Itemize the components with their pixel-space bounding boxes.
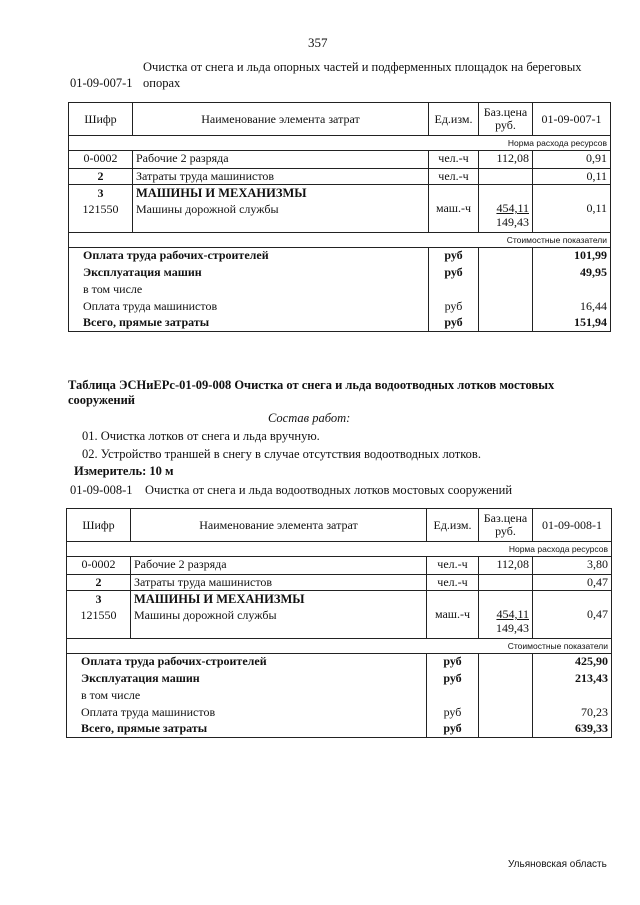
cost-unit: руб — [429, 248, 479, 265]
cost-name: в том числе — [67, 688, 427, 703]
cost-value: 151,94 — [533, 315, 611, 332]
row-unit: чел.-ч — [427, 575, 479, 591]
cost-row — [69, 248, 611, 265]
table-row — [67, 557, 612, 575]
cost-unit: руб — [429, 297, 479, 315]
section1-code: 01-09-007-1 — [70, 76, 133, 90]
cost-unit: руб — [429, 315, 479, 332]
machines-row — [69, 185, 611, 233]
row-unit: чел.-ч — [429, 169, 479, 185]
machines-code: 3 121550 — [69, 185, 133, 233]
row-price — [479, 169, 533, 185]
row-value: 3,80 — [533, 557, 612, 575]
cost-name: Оплата труда рабочих-строителей — [67, 654, 427, 671]
cost-value: 101,99 — [533, 248, 611, 265]
machines-price: 454,11 149,43 — [479, 591, 533, 639]
header-unit: Ед.изм. — [427, 509, 479, 542]
cost-label-row — [67, 639, 612, 654]
table-row — [69, 151, 611, 169]
header-unit: Ед.изм. — [429, 103, 479, 136]
footer-region: Ульяновская область — [508, 859, 607, 870]
cost-value: 425,90 — [533, 654, 612, 671]
cost-value: 70,23 — [533, 703, 612, 721]
cost-row — [67, 721, 612, 738]
header-code: Шифр — [67, 509, 131, 542]
cost-name: Оплата труда машинистов — [67, 703, 427, 721]
page-number: 357 — [308, 35, 328, 50]
header-code-column: 01-09-007-1 — [533, 103, 611, 136]
row-name: Рабочие 2 разряда — [131, 557, 427, 575]
machines-name: МАШИНЫ И МЕХАНИЗМЫ Машины дорожной службы — [133, 185, 429, 233]
cost-label: Стоимостные показатели — [69, 233, 611, 248]
cost-table-1 — [68, 102, 611, 332]
row-value: 0,47 — [533, 575, 612, 591]
row-name: Рабочие 2 разряда — [133, 151, 429, 169]
machines-code: 3 121550 — [67, 591, 131, 639]
measure: Измеритель: 10 м — [74, 464, 174, 478]
table-row — [67, 575, 612, 591]
table-header-row — [69, 103, 611, 136]
norm-label: Норма расхода ресурсов — [69, 136, 611, 151]
cost-name: Всего, прямые затраты — [69, 315, 429, 332]
cost-unit: руб — [427, 654, 479, 671]
header-name: Наименование элемента затрат — [133, 103, 429, 136]
cost-row — [67, 654, 612, 671]
cost-name: Эксплуатация машин — [67, 671, 427, 688]
cost-value: 213,43 — [533, 671, 612, 688]
cost-name: Оплата труда машинистов — [69, 297, 429, 315]
cost-value: 16,44 — [533, 297, 611, 315]
machines-row — [67, 591, 612, 639]
row-price: 112,08 — [479, 151, 533, 169]
cost-name: Всего, прямые затраты — [67, 721, 427, 738]
cost-row — [69, 265, 611, 282]
cost-name: Оплата труда рабочих-строителей — [69, 248, 429, 265]
cost-value: 639,33 — [533, 721, 612, 738]
table-title-line2: сооружений — [68, 393, 135, 407]
machines-name: МАШИНЫ И МЕХАНИЗМЫ Машины дорожной службы — [131, 591, 427, 639]
cost-row — [67, 688, 612, 703]
norm-label-row — [67, 542, 612, 557]
cost-unit: руб — [427, 721, 479, 738]
machines-value: 0,47 — [533, 591, 612, 639]
cost-name: Эксплуатация машин — [69, 265, 429, 282]
row-value: 0,11 — [533, 169, 611, 185]
header-code: Шифр — [69, 103, 133, 136]
cost-label-row — [69, 233, 611, 248]
norm-label-row — [69, 136, 611, 151]
header-price: Баз.цена руб. — [479, 509, 533, 542]
table-header-row — [67, 509, 612, 542]
work-item-1: 01. Очистка лотков от снега и льда вручную. — [82, 429, 320, 443]
header-name: Наименование элемента затрат — [131, 509, 427, 542]
machines-value: 0,11 — [533, 185, 611, 233]
norm-label: Норма расхода ресурсов — [67, 542, 612, 557]
works-heading: Состав работ: — [268, 411, 351, 425]
section2-title: Очистка от снега и льда водоотводных лотков мостовых сооружений — [145, 483, 513, 497]
cost-unit: руб — [429, 265, 479, 282]
row-value: 0,91 — [533, 151, 611, 169]
cost-row — [67, 671, 612, 688]
cost-label: Стоимостные показатели — [67, 639, 612, 654]
row-name: Затраты труда машинистов — [133, 169, 429, 185]
header-code-column: 01-09-008-1 — [533, 509, 612, 542]
cost-unit: руб — [427, 671, 479, 688]
cost-name: в том числе — [69, 282, 429, 297]
cost-row — [69, 282, 611, 297]
row-price: 112,08 — [479, 557, 533, 575]
row-code: 0-0002 — [67, 557, 131, 575]
cost-row — [67, 703, 612, 721]
machines-unit: маш.-ч — [429, 185, 479, 233]
cost-row — [69, 315, 611, 332]
header-price: Баз.цена руб. — [479, 103, 533, 136]
section2-code: 01-09-008-1 — [70, 483, 133, 497]
section1-title-line1: Очистка от снега и льда опорных частей и подферменных площадок на береговых — [143, 60, 582, 74]
table-title-line1: Таблица ЭСНиЕРс-01-09-008 Очистка от снега и льда водоотводных лотков мостовых — [68, 378, 555, 392]
row-code: 2 — [69, 169, 133, 185]
row-unit: чел.-ч — [429, 151, 479, 169]
row-code: 0-0002 — [69, 151, 133, 169]
row-code: 2 — [67, 575, 131, 591]
cost-row — [69, 297, 611, 315]
cost-unit: руб — [427, 703, 479, 721]
machines-price: 454,11 149,43 — [479, 185, 533, 233]
machines-unit: маш.-ч — [427, 591, 479, 639]
work-item-2: 02. Устройство траншей в снегу в случае отсутствия водоотводных лотков. — [82, 447, 481, 461]
cost-table-2 — [66, 508, 612, 738]
table-row — [69, 169, 611, 185]
cost-value: 49,95 — [533, 265, 611, 282]
row-unit: чел.-ч — [427, 557, 479, 575]
section1-title-line2: опорах — [143, 76, 181, 90]
row-name: Затраты труда машинистов — [131, 575, 427, 591]
row-price — [479, 575, 533, 591]
